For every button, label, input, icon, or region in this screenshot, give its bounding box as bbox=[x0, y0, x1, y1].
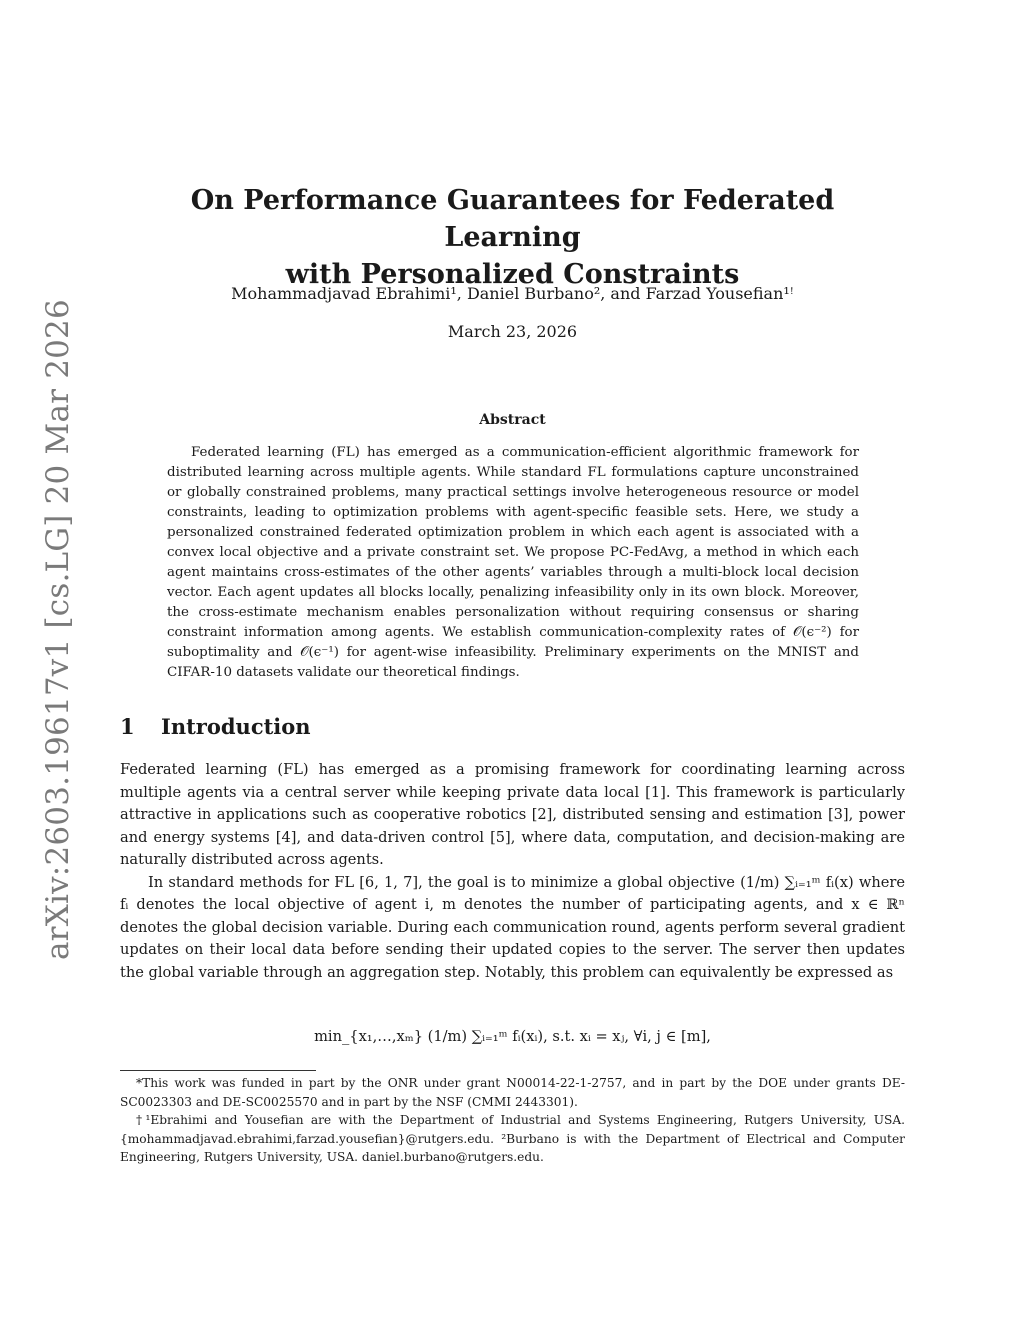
arxiv-identifier: arXiv:2603.19617v1 [cs.LG] 20 Mar 2026 bbox=[40, 299, 76, 960]
footnote-affiliations: †¹Ebrahimi and Yousefian are with the Department of Industrial and Systems Engineering, Rutgers University, USA. {mohammadjavad.ebrahimi,farzad.yousefian}@rutgers.edu. ²Burbano is with the Department of Electrical and Computer Engineering, Rutgers University, USA. daniel.burbano@rutgers.edu. bbox=[120, 1113, 905, 1164]
section-heading bbox=[120, 714, 311, 739]
intro-paragraph-1: Federated learning (FL) has emerged as a promising framework for coordinating learning across multiple agents via a central server while keeping private data local [1]. This framework is particularly attractive in applications such as cooperative robotics [2], distributed sensing and estimation [3], power and energy systems [4], and data-driven control [5], where data, computation, and decision-making are naturally distributed across agents. bbox=[120, 761, 905, 868]
title-line-1: On Performance Guarantees for Federated Learning bbox=[190, 185, 835, 253]
display-equation: min_{x₁,…,xₘ} (1/m) ∑ᵢ₌₁ᵐ fᵢ(xᵢ), s.t. xᵢ = xⱼ, ∀i, j ∈ [m], bbox=[314, 1028, 711, 1045]
section-title: Introduction bbox=[161, 714, 311, 739]
footnote-funding: *This work was funded in part by the ONR under grant N00014-22-1-2757, and in part by the DOE under grants DE-SC0023303 and DE-SC0025570 and in part by the NSF (CMMI 2443301). bbox=[120, 1076, 905, 1109]
title-line-2: with Personalized Constraints bbox=[285, 259, 740, 290]
abstract-body: Federated learning (FL) has emerged as a communication-efficient algorithmic framework for distributed learning across multiple agents. While standard FL formulations capture unconstrained or globally constrained problems, many practical settings involve heterogeneous resource or model constraints, leading to optimization problems with agent-specific feasible sets. Here, we study a personalized constrained federated optimization problem in which each agent is associated with a convex local objective and a private constraint set. We propose PC-FedAvg, a method in which each agent maintains cross-estimates of the other agents’ variables through a multi-block local decision vector. Each agent updates all blocks locally, penalizing infeasibility only in its own block. Moreover, the cross-estimate mechanism enables personalization without requiring consensus or sharing constraint information among agents. We establish communication-complexity rates of 𝒪(ϵ⁻²) for suboptimality and 𝒪(ϵ⁻¹) for agent-wise infeasibility. Preliminary experiments on the MNIST and CIFAR-10 datasets validate our theoretical findings. bbox=[167, 445, 859, 680]
introduction-body bbox=[120, 759, 905, 984]
section-number: 1 bbox=[120, 714, 135, 739]
publication-date: March 23, 2026 bbox=[447, 322, 578, 341]
footnote-divider bbox=[120, 1070, 316, 1071]
paper-title bbox=[120, 182, 905, 293]
author-list: Mohammadjavad Ebrahimi¹, Daniel Burbano², and Farzad Yousefian¹ꜝ bbox=[231, 284, 794, 303]
intro-paragraph-2: In standard methods for FL [6, 1, 7], the goal is to minimize a global objective (1/m) ∑ᵢ₌₁ᵐ fᵢ(x) where fᵢ denotes the local objective of agent i, m denotes the number of participating agents, and x ∈ ℝⁿ denotes the global decision variable. During each communication round, agents perform several gradient updates on their local data before sending their updated copies to the server. The server then updates the global variable through an aggregation step. Notably, this problem can equivalently be expressed as bbox=[120, 873, 905, 981]
footnotes bbox=[120, 1074, 905, 1167]
abstract-heading: Abstract bbox=[479, 412, 546, 428]
